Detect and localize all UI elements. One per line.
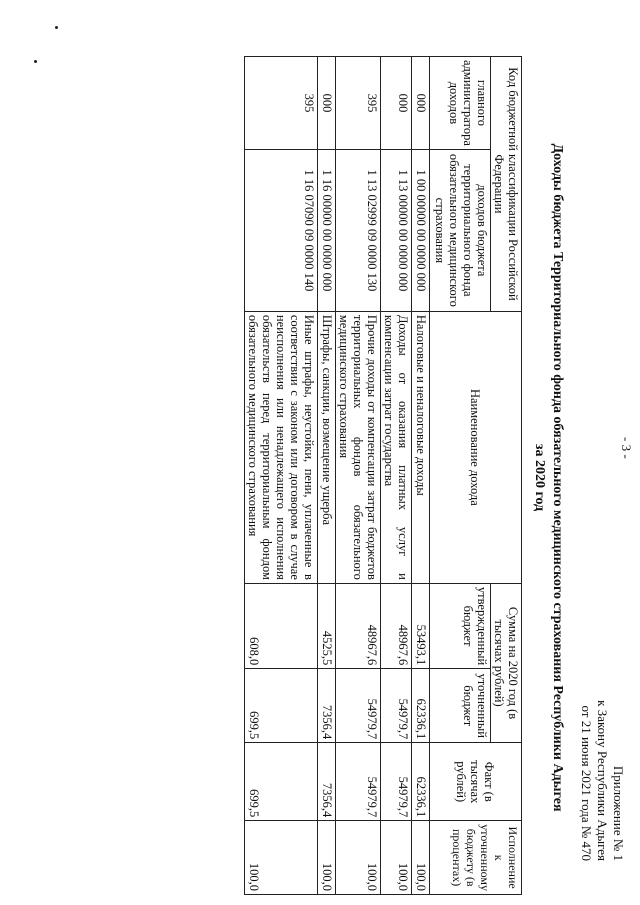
admin-code: 395	[245, 57, 318, 150]
execution-value: 100,0	[381, 821, 412, 895]
admin-header: главного администратора доходов	[430, 57, 491, 150]
refined-value: 54979,7	[381, 669, 412, 743]
refined-value: 54979,7	[336, 669, 381, 743]
appendix-line: Приложение № 1	[611, 765, 626, 861]
title-line: Доходы бюджета Территориального фонда обязательного медицинского страхования Республики Адыгея	[550, 143, 565, 812]
document-title	[530, 80, 566, 875]
income-name: Штрафы, санкции, возмещение ущерба	[318, 311, 336, 583]
income-code: 1 16 07090 09 0000 140	[245, 149, 318, 311]
fact-value: 7356,4	[318, 743, 336, 821]
execution-value: 100,0	[412, 821, 430, 895]
table-row	[381, 57, 412, 895]
table-row	[318, 57, 336, 895]
income-table	[244, 56, 522, 895]
approved-value: 48967,6	[336, 583, 381, 668]
fact-value: 54979,7	[336, 743, 381, 821]
admin-code: 395	[336, 57, 381, 150]
admin-code: 000	[381, 57, 412, 150]
refined-value: 7356,4	[318, 669, 336, 743]
income-name: Иные штрафы, неустойки, пени, уплаченные в соответствии с законом или договором в случае неисполнения или ненадлежащего исполнения обязательств перед территориальным фондом обязательного медицинского страхования	[245, 311, 318, 583]
kbk-header: Код бюджетной классификации Российской Федерации	[491, 57, 522, 312]
income-name: Прочие доходы от компенсации затрат бюджетов территориальных фондов обязательного медицинского страхования	[336, 311, 381, 583]
table-row	[336, 57, 381, 895]
approved-value: 53493,1	[412, 583, 430, 668]
title-year: за 2020 год	[532, 443, 547, 512]
refined-value: 62336,1	[412, 669, 430, 743]
header-row	[491, 57, 522, 895]
fact-value: 62336,1	[412, 743, 430, 821]
table-row	[245, 57, 318, 895]
income-code: 1 13 02999 09 0000 130	[336, 149, 381, 311]
refined-header: уточненный бюджет	[430, 669, 491, 743]
appendix-line: от 21 июня 2021 года № 470	[579, 705, 594, 861]
approved-header: утвержденный бюджет	[430, 583, 491, 668]
income-code: 1 00 00000 00 0000 000	[412, 149, 430, 311]
income-name: Доходы от оказания платных услуг и компенсации затрат государства	[381, 311, 412, 583]
execution-header: Исполнение к уточненному бюджету (в процентах)	[430, 821, 522, 895]
execution-value: 100,0	[336, 821, 381, 895]
approved-value: 608,0	[245, 583, 318, 668]
admin-code: 000	[318, 57, 336, 150]
income-code: 1 16 00000 00 0000 000	[318, 149, 336, 311]
sum-header: Сумма на 2020 год (в тысячах рублей)	[491, 583, 522, 742]
approved-value: 4525,5	[318, 583, 336, 668]
page-number: - 3 -	[619, 437, 634, 459]
appendix-line: к Закону Республики Адыгея	[595, 700, 610, 861]
approved-value: 48967,6	[381, 583, 412, 668]
execution-value: 100,0	[245, 821, 318, 895]
refined-value: 699,5	[245, 669, 318, 743]
execution-value: 100,0	[318, 821, 336, 895]
fact-header: Факт (в тысячах рублей)	[430, 743, 522, 821]
fact-value: 699,5	[245, 743, 318, 821]
admin-code: 000	[412, 57, 430, 150]
appendix-reference	[578, 700, 626, 861]
fact-value: 54979,7	[381, 743, 412, 821]
income-name: Налоговые и неналоговые доходы	[412, 311, 430, 583]
income-code: 1 13 00000 00 0000 000	[381, 149, 412, 311]
scan-speck	[55, 26, 58, 29]
name-header: Наименование дохода	[430, 311, 522, 583]
income-code-header: доходов бюджета территориального фонда обязательного медицинского страхования	[430, 149, 491, 311]
scan-speck	[34, 60, 37, 63]
table-row	[412, 57, 430, 895]
